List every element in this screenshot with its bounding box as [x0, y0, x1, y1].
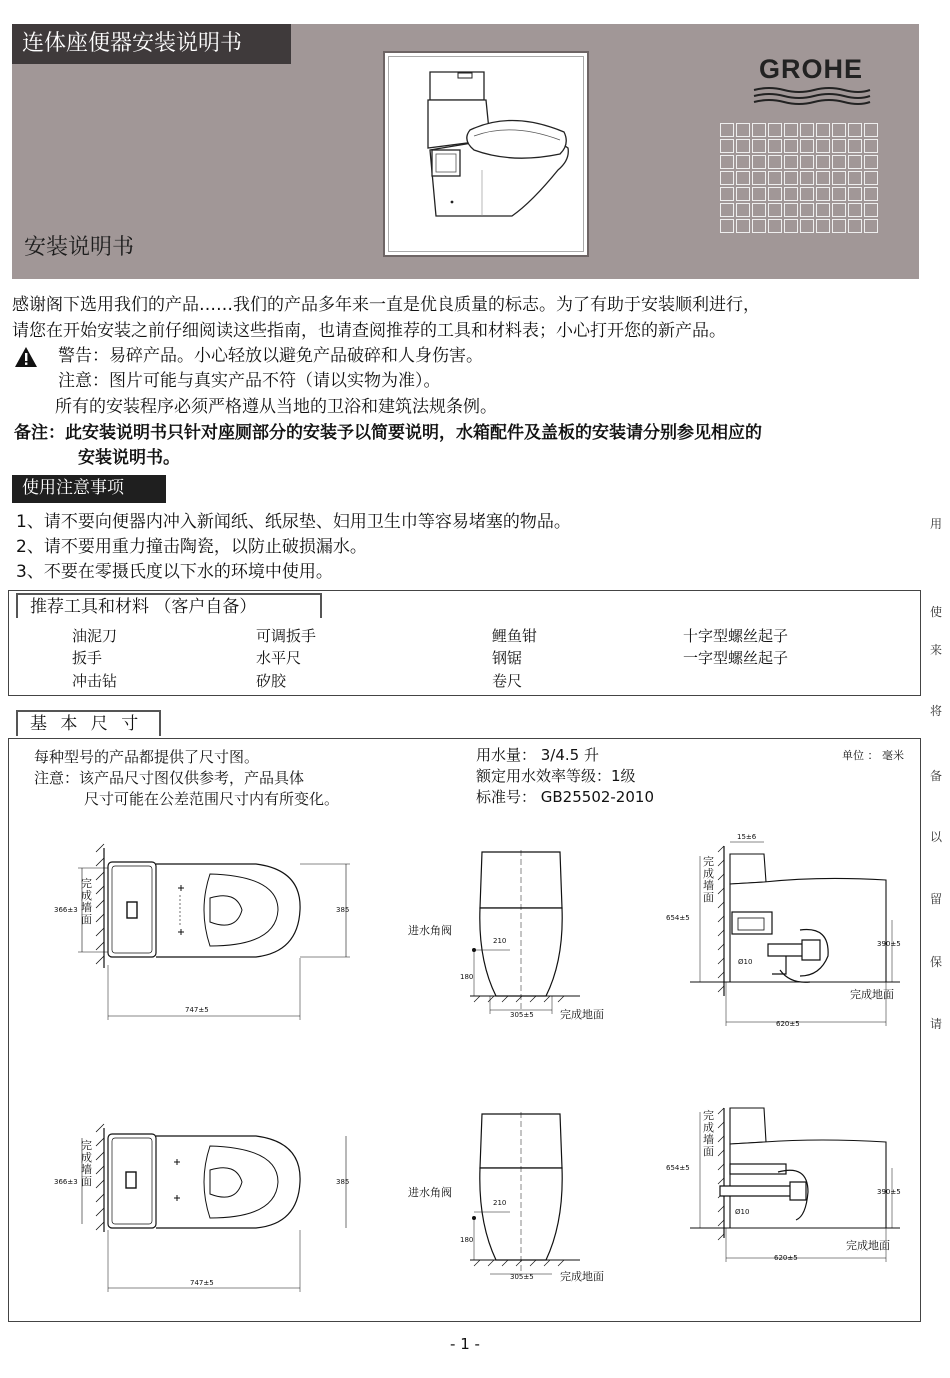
grid-cell — [864, 123, 878, 137]
tool-item: 扳手 — [72, 649, 103, 667]
grid-cell — [832, 219, 846, 233]
usage-item-2: 2、请不要用重力撞击陶瓷，以防止破损漏水。 — [16, 537, 367, 557]
dim-label: 654±5 — [666, 914, 690, 922]
tool-item: 水平尺 — [256, 649, 302, 667]
dimensions-section-title: 基 本 尺 寸 — [16, 710, 161, 736]
grid-cell — [816, 155, 830, 169]
dim-label: Ø10 — [738, 958, 753, 966]
grid-cell — [864, 203, 878, 217]
grid-cell — [720, 139, 734, 153]
grid-cell — [752, 123, 766, 137]
usage-item-1: 1、请不要向便器内冲入新闻纸、纸尿垫、妇用卫生巾等容易堵塞的物品。 — [16, 512, 571, 532]
wall-label: 完成墙面 — [81, 1139, 92, 1188]
grid-cell — [816, 123, 830, 137]
intro-line-1: 感谢阁下选用我们的产品……我们的产品多年来一直是优良质量的标志。为了有助于安装顺利进行， — [12, 295, 760, 315]
grid-cell — [784, 219, 798, 233]
side-char: 以 — [930, 830, 943, 844]
grid-cell — [768, 139, 782, 153]
side-view-drawing-1 — [660, 826, 910, 1036]
grid-cell — [768, 219, 782, 233]
tool-item: 冲击钻 — [72, 672, 118, 690]
side-char: 将 — [930, 704, 943, 718]
remark-line-2: 安装说明书。 — [78, 448, 180, 468]
grid-cell — [848, 123, 862, 137]
valve-label: 进水角阀 — [408, 924, 452, 937]
decorative-square-grid — [720, 123, 878, 233]
grid-cell — [832, 171, 846, 185]
top-view-drawing-1 — [60, 840, 370, 1030]
dim-label: 366±3 — [54, 906, 78, 914]
dim-label: 390±5 — [877, 940, 901, 948]
grid-cell — [768, 187, 782, 201]
grid-cell — [864, 155, 878, 169]
dim-label: 210 — [493, 1199, 507, 1207]
grid-cell — [784, 155, 798, 169]
dim-label: 385 — [336, 906, 350, 914]
grid-cell — [784, 123, 798, 137]
usage-item-3: 3、不要在零摄氏度以下水的环境中使用。 — [16, 562, 333, 582]
grid-cell — [720, 203, 734, 217]
grid-cell — [816, 187, 830, 201]
tool-item: 一字型螺丝起子 — [683, 649, 789, 667]
tool-item: 鲤鱼钳 — [492, 627, 538, 645]
grid-cell — [816, 219, 830, 233]
grid-cell — [768, 203, 782, 217]
warning-text: 警告：易碎产品。小心轻放以避免产品破碎和人身伤害。 — [58, 346, 483, 366]
grid-cell — [736, 139, 750, 153]
grid-cell — [832, 203, 846, 217]
note-text: 注意：图片可能与真实产品不符（请以实物为准）。 — [58, 371, 441, 391]
dim-label: 385 — [336, 1178, 350, 1186]
grid-cell — [720, 171, 734, 185]
grid-cell — [768, 123, 782, 137]
floor-label: 完成地面 — [846, 1239, 890, 1252]
grid-cell — [736, 155, 750, 169]
side-char: 请 — [930, 1017, 943, 1031]
dim-label: 747±5 — [185, 1006, 209, 1014]
side-char: 保 — [930, 955, 943, 969]
grid-cell — [720, 187, 734, 201]
dim-label: 210 — [493, 937, 507, 945]
grid-cell — [768, 155, 782, 169]
grid-cell — [784, 171, 798, 185]
wall-label: 完成墙面 — [703, 855, 714, 904]
grid-cell — [752, 171, 766, 185]
grid-cell — [752, 219, 766, 233]
grid-cell — [736, 219, 750, 233]
dim-label: 180 — [460, 1236, 474, 1244]
grid-cell — [864, 219, 878, 233]
grid-cell — [800, 155, 814, 169]
efficiency-grade: 额定用水效率等级：1级 — [476, 767, 636, 785]
floor-label: 完成地面 — [560, 1008, 604, 1021]
grid-cell — [800, 171, 814, 185]
grid-cell — [832, 155, 846, 169]
dim-label: 654±5 — [666, 1164, 690, 1172]
grid-cell — [736, 203, 750, 217]
grid-cell — [816, 203, 830, 217]
dim-label: 390±5 — [877, 1188, 901, 1196]
grid-cell — [816, 139, 830, 153]
dim-label: Ø10 — [735, 1208, 750, 1216]
grid-cell — [768, 171, 782, 185]
regulation-text: 所有的安装程序必须严格遵从当地的卫浴和建筑法规条例。 — [55, 397, 497, 417]
grohe-wave-logo-icon — [752, 86, 872, 108]
side-char: 备 — [930, 769, 943, 783]
grid-cell — [848, 139, 862, 153]
grid-cell — [720, 219, 734, 233]
side-char: 使 — [930, 605, 943, 619]
floor-label: 完成地面 — [560, 1270, 604, 1283]
front-view-drawing-1 — [460, 850, 600, 1020]
grid-cell — [720, 155, 734, 169]
tool-item: 钢锯 — [492, 649, 523, 667]
water-use: 用水量： 3/4.5 升 — [476, 746, 599, 764]
side-char: 来 — [930, 643, 943, 657]
grid-cell — [752, 139, 766, 153]
grid-cell — [800, 219, 814, 233]
standard-number: 标准号： GB25502-2010 — [476, 788, 654, 806]
grid-cell — [736, 123, 750, 137]
valve-label: 进水角阀 — [408, 1186, 452, 1199]
tool-item: 矽胶 — [256, 672, 287, 690]
wall-label: 完成墙面 — [81, 877, 92, 926]
grid-cell — [832, 139, 846, 153]
floor-label: 完成地面 — [850, 988, 894, 1001]
remark-line-1: 备注：此安装说明书只针对座厕部分的安装予以简要说明，水箱配件及盖板的安装请分别参见相应的 — [14, 423, 762, 443]
tool-item: 油泥刀 — [72, 627, 118, 645]
dim-label: 747±5 — [190, 1279, 214, 1287]
warning-triangle-icon — [14, 346, 38, 368]
grid-cell — [800, 123, 814, 137]
grid-cell — [864, 187, 878, 201]
tool-item: 卷尺 — [492, 672, 523, 690]
subtitle: 安装说明书 — [24, 235, 135, 260]
usage-section-title: 使用注意事项 — [12, 475, 166, 503]
grid-cell — [848, 187, 862, 201]
side-char: 用 — [930, 517, 943, 531]
document-title: 连体座便器安装说明书 — [12, 24, 291, 64]
grid-cell — [784, 139, 798, 153]
grid-cell — [864, 139, 878, 153]
dim-label: 180 — [460, 973, 474, 981]
grid-cell — [784, 203, 798, 217]
grid-cell — [752, 187, 766, 201]
grid-cell — [832, 123, 846, 137]
tool-item: 可调扳手 — [256, 627, 317, 645]
grid-cell — [800, 203, 814, 217]
toilet-product-image — [392, 60, 580, 248]
dim-label: 366±3 — [54, 1178, 78, 1186]
dim-label: 15±6 — [737, 833, 757, 841]
dimensions-note-3: 尺寸可能在公差范围尺寸内有所变化。 — [84, 790, 340, 808]
side-char: 留 — [930, 892, 943, 906]
grid-cell — [720, 123, 734, 137]
dim-label: 620±5 — [774, 1254, 798, 1262]
grid-cell — [816, 171, 830, 185]
grid-cell — [736, 187, 750, 201]
dim-label: 305±5 — [510, 1011, 534, 1019]
grid-cell — [848, 219, 862, 233]
dim-label: 620±5 — [776, 1020, 800, 1028]
grid-cell — [800, 187, 814, 201]
tools-section-title: 推荐工具和材料 （客户自备） — [16, 593, 322, 618]
grid-cell — [832, 187, 846, 201]
unit-label: 单位 ： 毫米 — [842, 749, 904, 762]
grid-cell — [848, 171, 862, 185]
tool-item: 十字型螺丝起子 — [683, 627, 789, 645]
grid-cell — [864, 171, 878, 185]
grid-cell — [848, 155, 862, 169]
front-view-drawing-2 — [460, 1112, 600, 1282]
dim-label: 305±5 — [510, 1273, 534, 1281]
dimensions-note-1: 每种型号的产品都提供了尺寸图。 — [34, 748, 260, 766]
grid-cell — [752, 155, 766, 169]
grid-cell — [848, 203, 862, 217]
intro-line-2: 请您在开始安装之前仔细阅读这些指南，也请查阅推荐的工具和材料表；小心打开您的新产品。 — [12, 321, 726, 341]
grid-cell — [752, 203, 766, 217]
top-view-drawing-2 — [60, 1120, 370, 1300]
grid-cell — [736, 171, 750, 185]
grohe-logo-text: GROHE — [758, 54, 863, 84]
wall-label: 完成墙面 — [703, 1109, 714, 1158]
grid-cell — [784, 187, 798, 201]
dimensions-note-2: 注意：该产品尺寸图仅供参考，产品具体 — [34, 769, 305, 787]
grid-cell — [800, 139, 814, 153]
page-number: - 1 - — [450, 1335, 480, 1353]
